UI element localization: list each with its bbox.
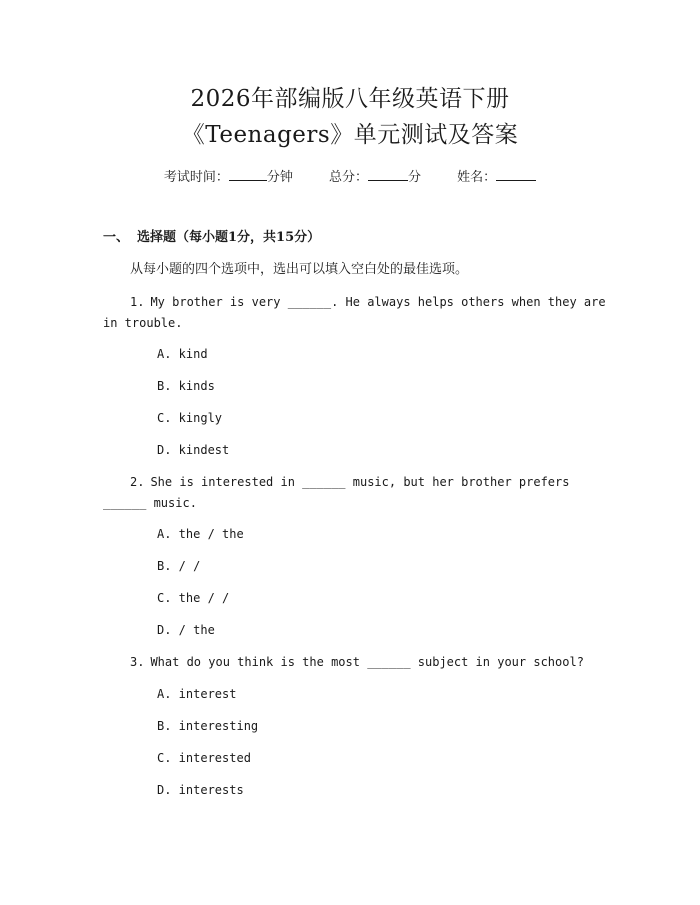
question-3 (103, 652, 603, 673)
question-1-number: 1. (130, 295, 145, 309)
page-title-line1: 2026年部编版八年级英语下册 (190, 86, 510, 112)
exam-info-row (0, 168, 700, 187)
section-instruction: 从每小题的四个选项中，选出可以填入空白处的最佳选项。 (130, 262, 469, 277)
question-2-line1 (103, 472, 603, 493)
total-score-blank (368, 168, 408, 181)
question-3-option-a: A. interest (157, 687, 237, 701)
total-score-unit: 分 (408, 170, 422, 185)
exam-time-label: 考试时间： (163, 170, 229, 185)
question-1 (103, 292, 606, 334)
section-heading (103, 229, 320, 247)
student-name-label: 姓名： (457, 170, 497, 185)
question-1-text: My brother is very ______. He always helps others when they are (150, 295, 606, 309)
question-2-option-c: C. the / / (157, 591, 230, 605)
question-1-option-b: B. kinds (157, 379, 215, 393)
question-3-number: 3. (130, 655, 145, 669)
question-3-line1 (103, 652, 603, 673)
question-1-line1 (103, 292, 606, 313)
question-2-option-d: D. / the (157, 623, 215, 637)
question-2-line2: ______ music. (103, 496, 197, 510)
section-title: 选择题（每小题1分，共15分） (137, 230, 321, 245)
question-2-option-a: A. the / the (157, 527, 244, 541)
exam-time-unit: 分钟 (266, 170, 293, 185)
total-score-label: 总分： (328, 170, 368, 185)
question-3-text: What do you think is the most ______ subject in your school? (150, 655, 584, 669)
question-3-option-d: D. interests (157, 783, 244, 797)
page-title-line2: 《Teenagers》单元测试及答案 (181, 122, 519, 148)
question-1-option-a: A. kind (157, 347, 208, 361)
question-1-line2: in trouble. (103, 316, 183, 330)
question-2-number: 2. (130, 475, 145, 489)
total-score (329, 168, 421, 187)
exam-time-blank (229, 168, 267, 181)
exam-time (164, 168, 293, 187)
question-1-option-c: C. kingly (157, 411, 223, 425)
question-2-text: She is interested in ______ music, but her brother prefers (150, 475, 570, 489)
section-number: 一、 (103, 230, 130, 245)
question-1-option-d: D. kindest (157, 443, 230, 457)
question-3-option-c: C. interested (157, 751, 251, 765)
question-3-option-b: B. interesting (157, 719, 259, 733)
student-name (457, 168, 536, 187)
student-name-blank (496, 168, 536, 181)
question-2 (103, 472, 603, 514)
question-2-option-b: B. / / (157, 559, 201, 573)
